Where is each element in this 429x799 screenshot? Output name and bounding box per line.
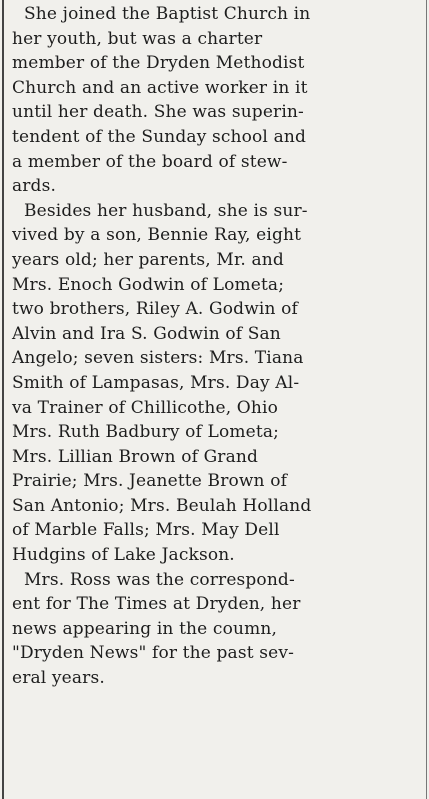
text-line: eral years. — [12, 668, 105, 689]
text-line: Hudgins of Lake Jackson. — [12, 545, 235, 566]
left-column-rule — [2, 0, 4, 799]
text-line: tendent of the Sunday school and — [12, 126, 306, 147]
text-line: years old; her parents, Mr. and — [12, 249, 284, 270]
text-line: her youth, but was a charter — [12, 28, 263, 49]
text-line: Angelo; seven sisters: Mrs. Tiana — [12, 348, 304, 369]
text-line: Alvin and Ira S. Godwin of San — [12, 323, 281, 344]
text-line: "Dryden News" for the past sev- — [12, 643, 294, 664]
paragraph-correspondent — [12, 568, 414, 691]
text-line: She joined the Baptist Church in — [24, 4, 311, 24]
text-line: ent for The Times at Dryden, her — [12, 594, 301, 615]
text-line: Mrs. Enoch Godwin of Lometa; — [12, 274, 285, 295]
paragraph-church — [12, 2, 414, 199]
text-line: San Antonio; Mrs. Beulah Holland — [12, 495, 312, 516]
text-line: of Marble Falls; Mrs. May Dell — [12, 520, 280, 541]
text-line: Mrs. Lillian Brown of Grand — [12, 446, 259, 467]
text-line: va Trainer of Chillicothe, Ohio — [12, 397, 278, 418]
text-line: ards. — [12, 176, 57, 197]
text-line: news appearing in the coumn, — [12, 618, 277, 639]
newspaper-clipping — [12, 2, 414, 691]
text-line: Mrs. Ruth Badbury of Lometa; — [12, 422, 280, 443]
text-line: Prairie; Mrs. Jeanette Brown of — [12, 471, 288, 492]
text-line: a member of the board of stew- — [12, 151, 288, 172]
text-line: Besides her husband, she is sur- — [24, 200, 308, 221]
text-line: member of the Dryden Methodist — [12, 53, 305, 74]
right-column-rule — [426, 0, 427, 799]
text-line: vived by a son, Bennie Ray, eight — [12, 225, 302, 246]
paragraph-survivors — [12, 199, 414, 568]
text-line: Mrs. Ross was the correspond- — [24, 569, 295, 590]
text-line: until her death. She was superin- — [12, 102, 304, 123]
text-line: Church and an active worker in it — [12, 77, 308, 98]
text-line: Smith of Lampasas, Mrs. Day Al- — [12, 372, 300, 393]
text-line: two brothers, Riley A. Godwin of — [12, 299, 298, 320]
